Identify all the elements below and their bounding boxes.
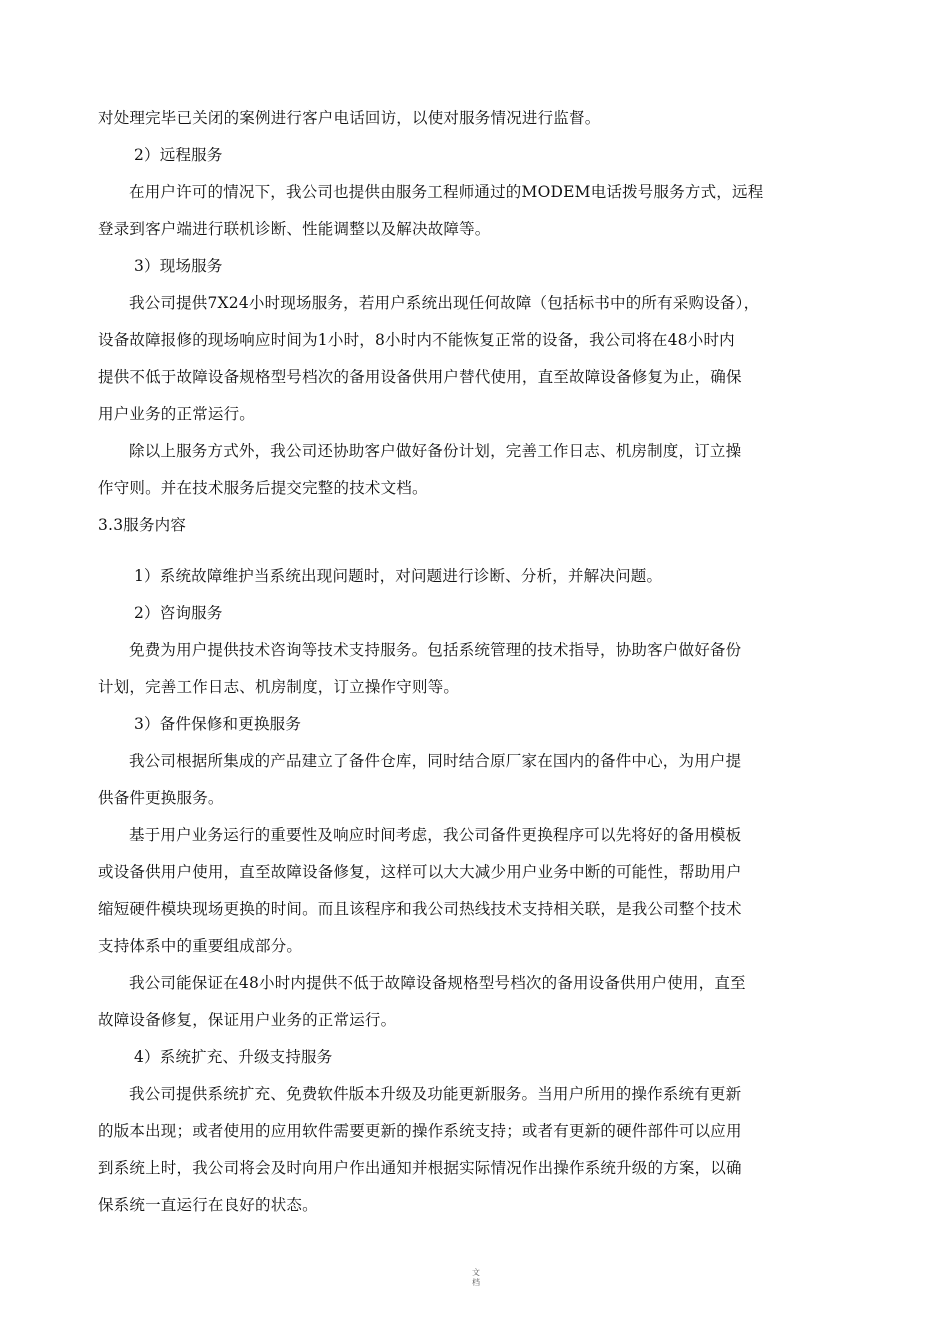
paragraph-line: 供备件更换服务。: [98, 789, 224, 807]
paragraph-line: 作守则。并在技术服务后提交完整的技术文档。: [98, 479, 428, 497]
paragraph-line: 除以上服务方式外，我公司还协助客户做好备份计划，完善工作日志、机房制度，订立操: [129, 442, 742, 460]
paragraph-line: 保系统一直运行在良好的状态。: [98, 1196, 318, 1214]
paragraph-line: 用户业务的正常运行。: [98, 405, 256, 423]
subheading-upgrade-service: 4）系统扩充、升级支持服务: [134, 1048, 333, 1066]
page-footer: [470, 1268, 482, 1288]
paragraph-line: 提供不低于故障设备规格型号档次的备用设备供用户替代使用，直至故障设备修复为止，确保: [98, 368, 742, 386]
paragraph-line: 的版本出现；或者使用的应用软件需要更新的操作系统支持；或者有更新的硬件部件可以应用: [98, 1122, 742, 1140]
subheading-onsite-service: 3）现场服务: [134, 257, 223, 275]
paragraph-line: 计划，完善工作日志、机房制度，订立操作守则等。: [98, 678, 460, 696]
paragraph-line: 或设备供用户使用，直至故障设备修复，这样可以大大减少用户业务中断的可能性，帮助用户: [98, 863, 742, 881]
section-heading-service-content: 3.3服务内容: [98, 516, 187, 534]
footer-char: 档: [472, 1278, 480, 1287]
footer-char: 文: [472, 1268, 480, 1277]
subheading-consulting-service: 2）咨询服务: [134, 604, 223, 622]
paragraph-line: 支持体系中的重要组成部分。: [98, 937, 303, 955]
paragraph-line: 对处理完毕已关闭的案例进行客户电话回访，以使对服务情况进行监督。: [98, 109, 601, 127]
paragraph-line: 我公司能保证在48小时内提供不低于故障设备规格型号档次的备用设备供用户使用，直至: [129, 974, 746, 992]
paragraph-line: 我公司提供系统扩充、免费软件版本升级及功能更新服务。当用户所用的操作系统有更新: [129, 1085, 742, 1103]
paragraph-line: 故障设备修复，保证用户业务的正常运行。: [98, 1011, 397, 1029]
paragraph-line: 到系统上时，我公司将会及时向用户作出通知并根据实际情况作出操作系统升级的方案，以确: [98, 1159, 742, 1177]
subheading-spare-parts-service: 3）备件保修和更换服务: [134, 715, 302, 733]
subheading-fault-maintenance: 1）系统故障维护当系统出现问题时，对问题进行诊断、分析，并解决问题。: [134, 567, 663, 585]
paragraph-line: 免费为用户提供技术咨询等技术支持服务。包括系统管理的技术指导，协助客户做好备份: [129, 641, 742, 659]
paragraph-line: 登录到客户端进行联机诊断、性能调整以及解决故障等。: [98, 220, 491, 238]
paragraph-line: 我公司提供7X24小时现场服务，若用户系统出现任何故障（包括标书中的所有采购设备），: [129, 294, 760, 312]
subheading-remote-service: 2）远程服务: [134, 146, 223, 164]
paragraph-line: 缩短硬件模块现场更换的时间。而且该程序和我公司热线技术支持相关联，是我公司整个技术: [98, 900, 742, 918]
document-body: [98, 100, 818, 1224]
section-gap: [98, 544, 818, 558]
paragraph-line: 设备故障报修的现场响应时间为1小时，8小时内不能恢复正常的设备，我公司将在48小时内: [98, 331, 735, 349]
paragraph-line: 我公司根据所集成的产品建立了备件仓库，同时结合原厂家在国内的备件中心，为用户提: [129, 752, 742, 770]
paragraph-line: 基于用户业务运行的重要性及响应时间考虑，我公司备件更换程序可以先将好的备用模板: [129, 826, 742, 844]
paragraph-line: 在用户许可的情况下，我公司也提供由服务工程师通过的MODEM电话拨号服务方式，远程: [129, 183, 764, 201]
